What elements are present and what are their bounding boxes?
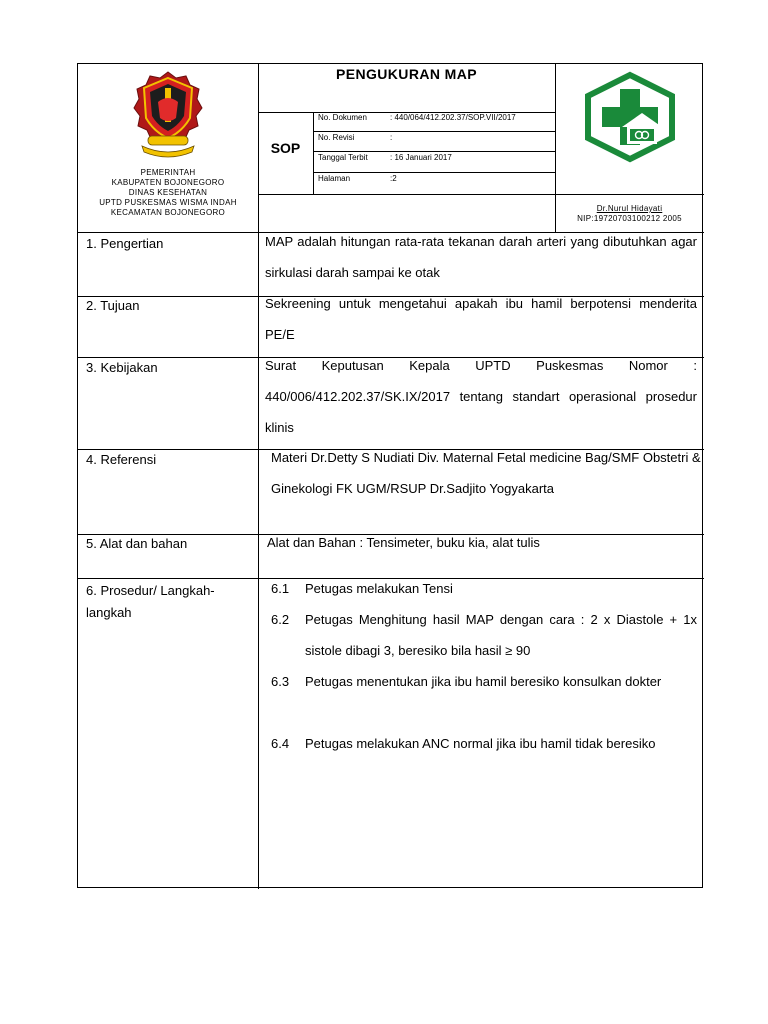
- signer-nip: NIP:19720703100212 2005: [577, 214, 682, 223]
- meta-row-halaman: [318, 174, 553, 183]
- bojonegoro-logo: [132, 68, 204, 160]
- meta-value: :2: [390, 174, 397, 183]
- column-divider: [258, 64, 259, 889]
- meta-label: No. Dokumen: [318, 113, 367, 122]
- org-line: UPTD PUSKESMAS WISMA INDAH: [99, 198, 237, 207]
- section-text-kebijakan: Surat Keputusan Kepala UPTD Puskesmas Nomor : 440/006/412.202.37/SK.IX/2017 tentang standart operasional prosedur klinis: [265, 358, 697, 435]
- section-label-kebijakan: 3. Kebijakan: [86, 360, 158, 375]
- puskesmas-logo: [582, 71, 678, 163]
- meta-label: Tanggal Terbit: [318, 153, 368, 162]
- meta-line-1: [313, 131, 555, 132]
- step-text: Petugas melakukan ANC normal jika ibu hamil tidak beresiko: [305, 736, 656, 751]
- meta-value: : 440/064/412.202.37/SOP.VII/2017: [390, 113, 516, 122]
- step-number: 6.2: [271, 612, 290, 627]
- step-text: Petugas melakukan Tensi: [305, 581, 453, 596]
- org-line: KABUPATEN BOJONEGORO: [111, 178, 225, 187]
- step-text: Petugas menentukan jika ibu hamil beresiko konsulkan dokter: [305, 674, 662, 689]
- org-line: DINAS KESEHATAN: [128, 188, 208, 197]
- step-number: 6.4: [271, 736, 290, 751]
- signer-name: Dr.Nurul Hidayati: [596, 204, 663, 213]
- meta-line-2: [313, 151, 555, 152]
- meta-row-tanggal: [318, 153, 553, 162]
- section-text-alat: Alat dan Bahan : Tensimeter, buku kia, alat tulis: [267, 535, 540, 550]
- sop-label: SOP: [270, 140, 301, 156]
- meta-label: No. Revisi: [318, 133, 355, 142]
- sop-document: [77, 63, 703, 888]
- meta-row-revisi: [318, 133, 553, 142]
- meta-label: Halaman: [318, 174, 351, 183]
- section-text-referensi: Materi Dr.Detty S Nudiati Div. Maternal Fetal medicine Bag/SMF Obstetri & Ginekologi FK UGM/RSUP Dr.Sadjito Yogyakarta: [271, 450, 701, 496]
- step-number: 6.3: [271, 674, 290, 689]
- org-line: PEMERINTAH: [140, 168, 196, 177]
- section-text-tujuan: Sekreening untuk mengetahui apakah ibu hamil berpotensi menderita PE/E: [265, 296, 697, 342]
- procedure-step: [271, 666, 697, 728]
- step-text: Petugas Menghitung hasil MAP dengan cara : 2 x Diastole + 1x sistole dibagi 3, beresiko bila hasil ≥ 90: [305, 612, 697, 658]
- procedure-step: [271, 573, 697, 604]
- procedure-step: [271, 728, 697, 790]
- section-label-pengertian: 1. Pengertian: [86, 236, 164, 251]
- org-line: KECAMATAN BOJONEGORO: [110, 208, 226, 217]
- meta-row-dokumen: [318, 113, 553, 122]
- procedure-step: [271, 604, 697, 666]
- section-label-alat: 5. Alat dan bahan: [86, 536, 188, 551]
- section-label-tujuan: 2. Tujuan: [86, 298, 140, 313]
- document-title: PENGUKURAN MAP: [336, 66, 477, 82]
- signer-block: [555, 204, 704, 224]
- section-label-referensi: 4. Referensi: [86, 452, 157, 467]
- sop-divider: [313, 112, 314, 194]
- meta-value: :: [390, 133, 393, 142]
- org-block: [78, 168, 258, 218]
- step-number: 6.1: [271, 581, 290, 596]
- header-bottom-line: [258, 194, 704, 195]
- meta-value: : 16 Januari 2017: [390, 153, 452, 162]
- procedure-steps: [271, 573, 697, 790]
- section-text-pengertian: MAP adalah hitungan rata-rata tekanan darah arteri yang dibutuhkan agar sirkulasi darah sampai ke otak: [265, 234, 697, 280]
- section-label-prosedur: 6. Prosedur/ Langkah-langkah: [86, 583, 215, 620]
- meta-line-3: [313, 172, 555, 173]
